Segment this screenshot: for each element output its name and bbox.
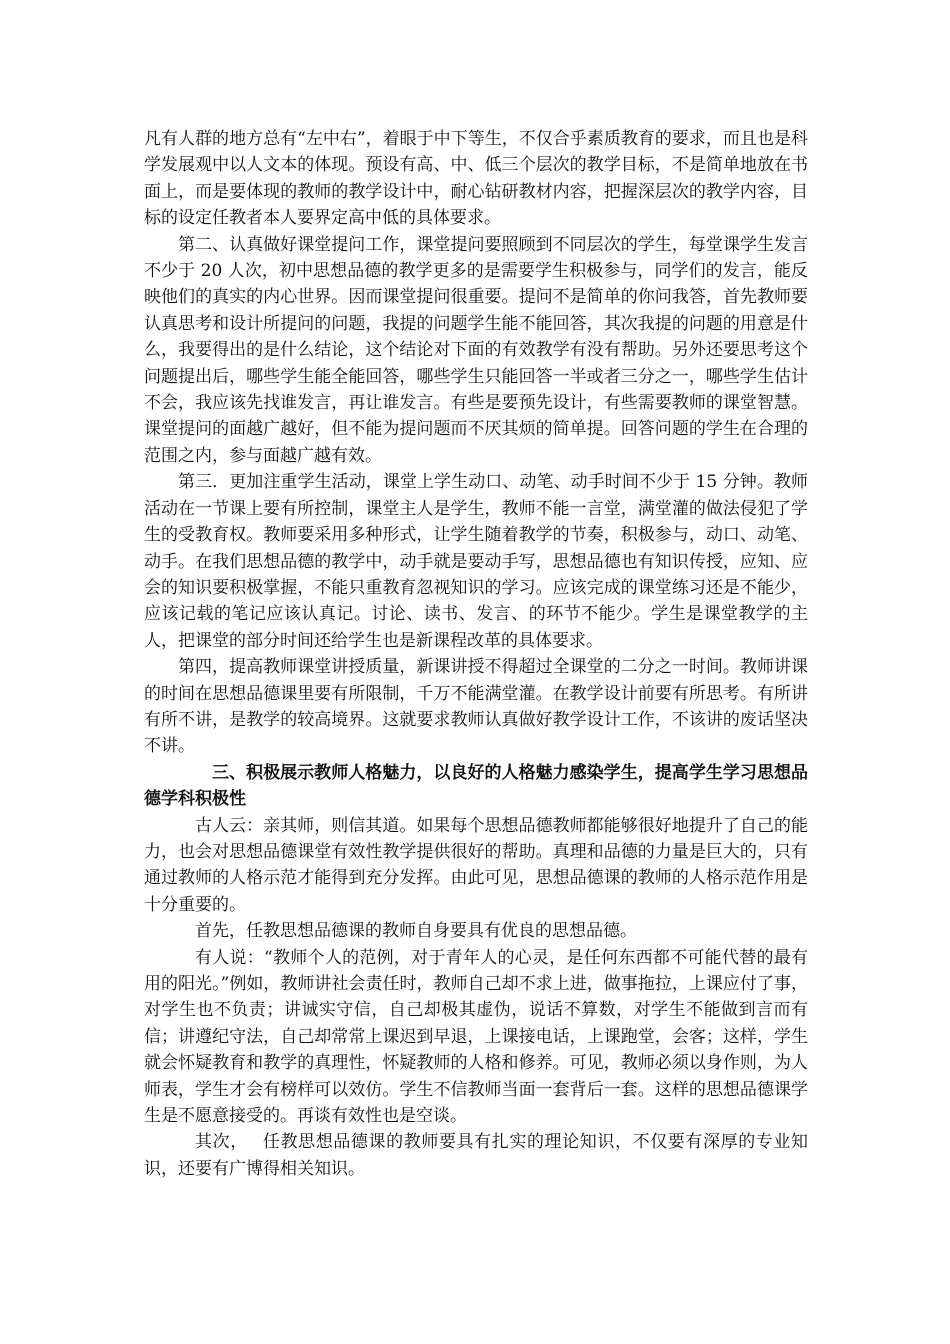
paragraph-ancient-saying: 古人云：亲其师，则信其道。如果每个思想品德教师都能够很好地提升了自己的能力，也会对思想品德课堂有效性教学提供很好的帮助。真理和品德的力量是巨大的，只有通过教师的人格示范才能得到充分发挥。由此可见，思想品德课的教师的人格示范作用是十分重要的。 — [144, 815, 808, 915]
paragraph-example: 有人说：“教师个人的范例，对于青年人的心灵，是任何东西都不可能代替的最有用的阳光。”例如，教师讲社会责任时，教师自己却不求上进，做事拖拉，上课应付了事，对学生也不负责；讲诚实守信，自己却极其虚伪，说话不算数，对学生不能做到言而有信；讲遵纪守法，自己却常常上课迟到早退，上课接电话，上课跑堂，会客；这样，学生就会怀疑教育和教学的真理性，怀疑教师的人格和修养。可见，教师必须以身作则，为人师表，学生才会有榜样可以效仿。学生不信教师当面一套背后一套。这样的思想品德课学生是不愿意接受的。再谈有效性也是空谈。 — [144, 947, 808, 1127]
document-body — [144, 126, 808, 1182]
paragraph-first-requirement: 首先，任教思想品德课的教师自身要具有优良的思想品德。 — [195, 921, 637, 942]
paragraph-third-point: 第三．更加注重学生活动，课堂上学生动口、动笔、动手时间不少于 15 分钟。教师活动在一节课上要有所控制，课堂主人是学生，教师不能一言堂，满堂灌的做法侵犯了学生的受教育权。教师要采用多种形式，让学生随着教学的节奏，积极参与，动口、动笔、动手。在我们思想品德的教学中，动手就是要动手写，思想品德也有知识传授，应知、应会的知识要积极掌握，不能只重教育忽视知识的学习。应该完成的课堂练习还是不能少，应该记载的笔记应该认真记。讨论、读书、发言、的环节不能少。学生是课堂教学的主人，把课堂的部分时间还给学生也是新课程改革的具体要求。 — [144, 472, 808, 651]
paragraph-continuation: 凡有人群的地方总有“左中右”，着眼于中下等生，不仅合乎素质教育的要求，而且也是科学发展观中以人文本的体现。预设有高、中、低三个层次的教学目标，不是简单地放在书面上，而是要体现的教师的教学设计中，耐心钻研教材内容，把握深层次的教学内容，目标的设定任教者本人要界定高中低的具体要求。 — [144, 129, 808, 229]
paragraph-fourth-point: 第四，提高教师课堂讲授质量，新课讲授不得超过全课堂的二分之一时间。教师讲课的时间在思想品德课里要有所限制，千万不能满堂灌。在教学设计前要有所思考。有所讲有所不讲，是教学的较高境界。这就要求教师认真做好教学设计工作，不该讲的废话坚决不讲。 — [144, 657, 808, 757]
section-heading-three: 三、积极展示教师人格魅力，以良好的人格魅力感染学生，提高学生学习思想品德学科积极性 — [144, 762, 808, 810]
paragraph-second-point: 第二、认真做好课堂提问工作，课堂提问要照顾到不同层次的学生，每堂课学生发言不少于 20 人次，初中思想品德的教学更多的是需要学生积极参与，同学们的发言，能反映他们的真实的内心世界。因而课堂提问很重要。提问不是简单的你问我答，首先教师要认真思考和设计所提问的问题，我提的问题学生能不能回答，其次我提的问题的用意是什么，我要得出的是什么结论，这个结论对下面的有效教学有没有帮助。另外还要思考这个问题提出后，哪些学生能全能回答，哪些学生只能回答一半或者三分之一，哪些学生估计不会，我应该先找谁发言，再让谁发言。有些是要预先设计，有些需要教师的课堂智慧。课堂提问的面越广越好，但不能为提问题而不厌其烦的简单提。回答问题的学生在合理的范围之内，参与面越广越有效。 — [144, 234, 808, 466]
paragraph-second-requirement: 其次， 任教思想品德课的教师要具有扎实的理论知识，不仅要有深厚的专业知识，还要有广博得相关知识。 — [144, 1132, 808, 1179]
